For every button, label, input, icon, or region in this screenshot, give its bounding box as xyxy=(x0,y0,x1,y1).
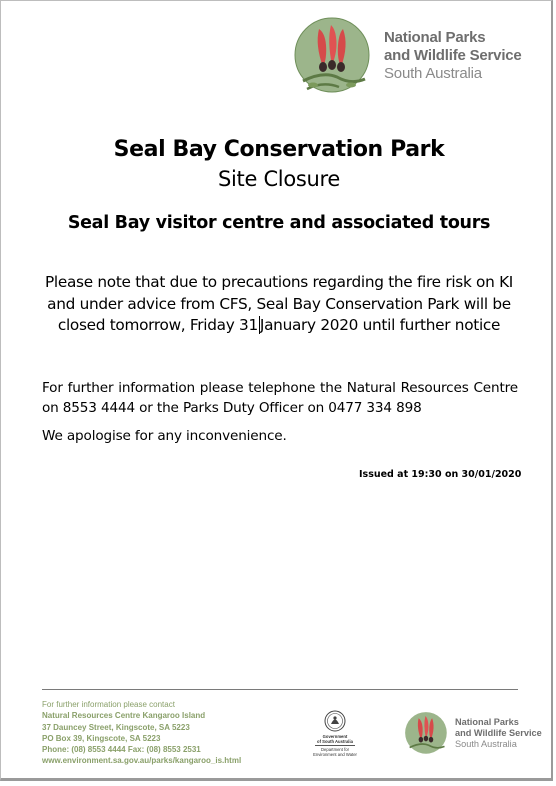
closure-notice xyxy=(41,272,517,337)
footer-divider xyxy=(42,689,518,690)
closure-notice-part2: January 2020 until further notice xyxy=(259,316,501,334)
footer-lead: For further information please contact xyxy=(42,700,175,709)
apology-text: We apologise for any inconvenience. xyxy=(42,428,287,444)
org-name-footer-line3: South Australia xyxy=(455,739,517,749)
sturt-desert-pea-logo-small xyxy=(404,710,449,758)
footer-contact xyxy=(42,699,241,767)
closure-notice-part1: Please note that due to precautions regarding the fire risk on KI and under advice from CFS, Seal Bay Conservation Park will be closed tomorrow, Friday 31 xyxy=(44,273,514,334)
govt-line1: Government xyxy=(322,734,348,739)
page-title: Seal Bay Conservation Park xyxy=(113,137,445,162)
govt-line3: Department for xyxy=(321,747,349,752)
govt-line4: Environment and Water xyxy=(313,752,357,757)
org-name-line2: and Wildlife Service xyxy=(384,47,522,64)
footer-line: Phone: (08) 8553 4444 Fax: (08) 8553 2531 xyxy=(42,745,201,755)
org-name xyxy=(384,29,522,83)
org-name-footer xyxy=(455,717,542,750)
footer-line: PO Box 39, Kingscote, SA 5223 xyxy=(42,733,161,743)
page-subtitle: Site Closure xyxy=(217,167,341,191)
org-name-footer-line2: and Wildlife Service xyxy=(455,728,542,738)
footer-website-link[interactable]: www.environment.sa.gov.au/parks/kangaroo_is.html xyxy=(42,756,242,766)
contact-info: For further information please telephone the Natural Resources Centre on 8553 4444 or the Parks Duty Officer on 0477 334 898 xyxy=(42,380,518,416)
org-name-line1: National Parks xyxy=(384,29,486,46)
government-caption xyxy=(307,734,363,757)
govt-divider xyxy=(315,745,355,746)
org-name-footer-line1: National Parks xyxy=(455,717,519,727)
org-name-line3: South Australia xyxy=(384,65,482,82)
govt-line2: of South Australia xyxy=(317,739,353,744)
footer-line: Natural Resources Centre Kangaroo Island xyxy=(42,711,206,721)
issued-timestamp: Issued at 19:30 on 30/01/2020 xyxy=(359,469,522,480)
section-heading: Seal Bay visitor centre and associated tours xyxy=(67,213,491,233)
sturt-desert-pea-logo xyxy=(293,15,373,99)
footer-line: 37 Dauncey Street, Kingscote, SA 5223 xyxy=(42,722,190,732)
